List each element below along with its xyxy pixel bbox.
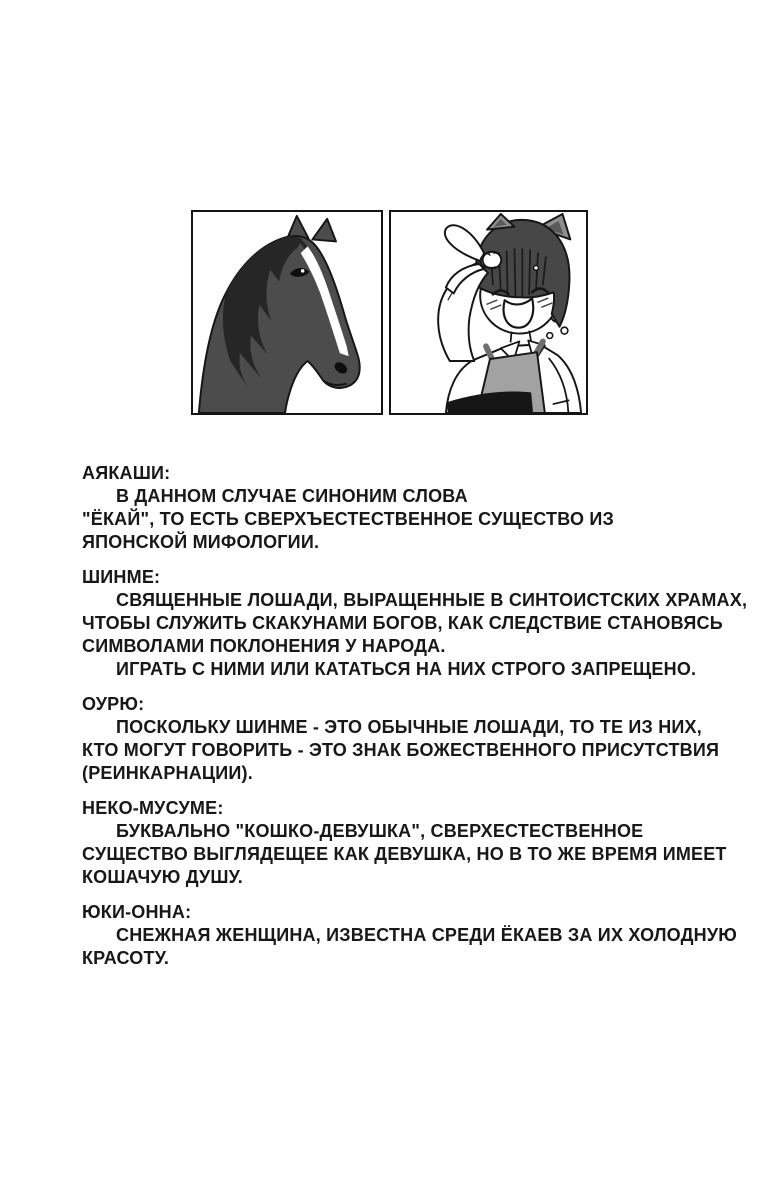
glossary-line: (РЕИНКАРНАЦИИ). (82, 763, 253, 783)
catgirl-panel (389, 210, 588, 415)
glossary-entry (82, 901, 747, 970)
catgirl-illustration (391, 212, 586, 413)
glossary-line: СВЯЩЕННЫЕ ЛОШАДИ, ВЫРАЩЕННЫЕ В СИНТОИСТСКИХ ХРАМАХ, (116, 590, 748, 610)
glossary-line: ИГРАТЬ С НИМИ ИЛИ КАТАТЬСЯ НА НИХ СТРОГО ЗАПРЕЩЕНО. (116, 659, 697, 679)
glossary-line: СИМВОЛАМИ ПОКЛОНЕНИЯ У НАРОДА. (82, 636, 446, 656)
glossary-term: НЕКО-МУСУМЕ: (82, 798, 224, 818)
glossary-term: ЮКИ-ОННА: (82, 902, 192, 922)
horse-illustration (193, 212, 381, 413)
glossary-term: АЯКАШИ: (82, 463, 171, 483)
girl-hand (483, 252, 502, 269)
glossary-line: СУЩЕСТВО ВЫГЛЯДЕЩЕЕ КАК ДЕВУШКА, НО В ТО ЖЕ ВРЕМЯ ИМЕЕТ (82, 844, 727, 864)
translator-notes (82, 462, 747, 982)
glossary-term: ШИНМЕ: (82, 567, 161, 587)
glossary-line: ЧТОБЫ СЛУЖИТЬ СКАКУНАМИ БОГОВ, КАК СЛЕДСТВИЕ СТАНОВЯСЬ (82, 613, 723, 633)
glossary-line: В ДАННОМ СЛУЧАЕ СИНОНИМ СЛОВА (116, 486, 468, 506)
glossary-line: СНЕЖНАЯ ЖЕНЩИНА, ИЗВЕСТНА СРЕДИ ЁКАЕВ ЗА ИХ ХОЛОДНУЮ (116, 925, 738, 945)
glossary-line: БУКВАЛЬНО "КОШКО-ДЕВУШКА", СВЕРХЕСТЕСТВЕННОЕ (116, 821, 644, 841)
glossary-line: ЯПОНСКОЙ МИФОЛОГИИ. (82, 532, 320, 552)
horse-panel (191, 210, 383, 415)
cat-ear-left (487, 214, 514, 230)
glossary-line: КОШАЧУЮ ДУШУ. (82, 867, 243, 887)
glossary-term: ОУРЮ: (82, 694, 145, 714)
glossary-entry (82, 797, 747, 889)
glossary-line: КРАСОТУ. (82, 948, 170, 968)
glossary-line: "ЁКАЙ", ТО ЕСТЬ СВЕРХЪЕСТЕСТВЕННОЕ СУЩЕСТВО ИЗ (82, 509, 614, 529)
glossary-entry (82, 566, 747, 681)
glossary-line: КТО МОГУТ ГОВОРИТЬ - ЭТО ЗНАК БОЖЕСТВЕННОГО ПРИСУТСТВИЯ (82, 740, 720, 760)
glossary-entry (82, 462, 747, 554)
glossary-entry (82, 693, 747, 785)
glossary-line: ПОСКОЛЬКУ ШИНМЕ - ЭТО ОБЫЧНЫЕ ЛОШАДИ, ТО ТЕ ИЗ НИХ, (116, 717, 702, 737)
